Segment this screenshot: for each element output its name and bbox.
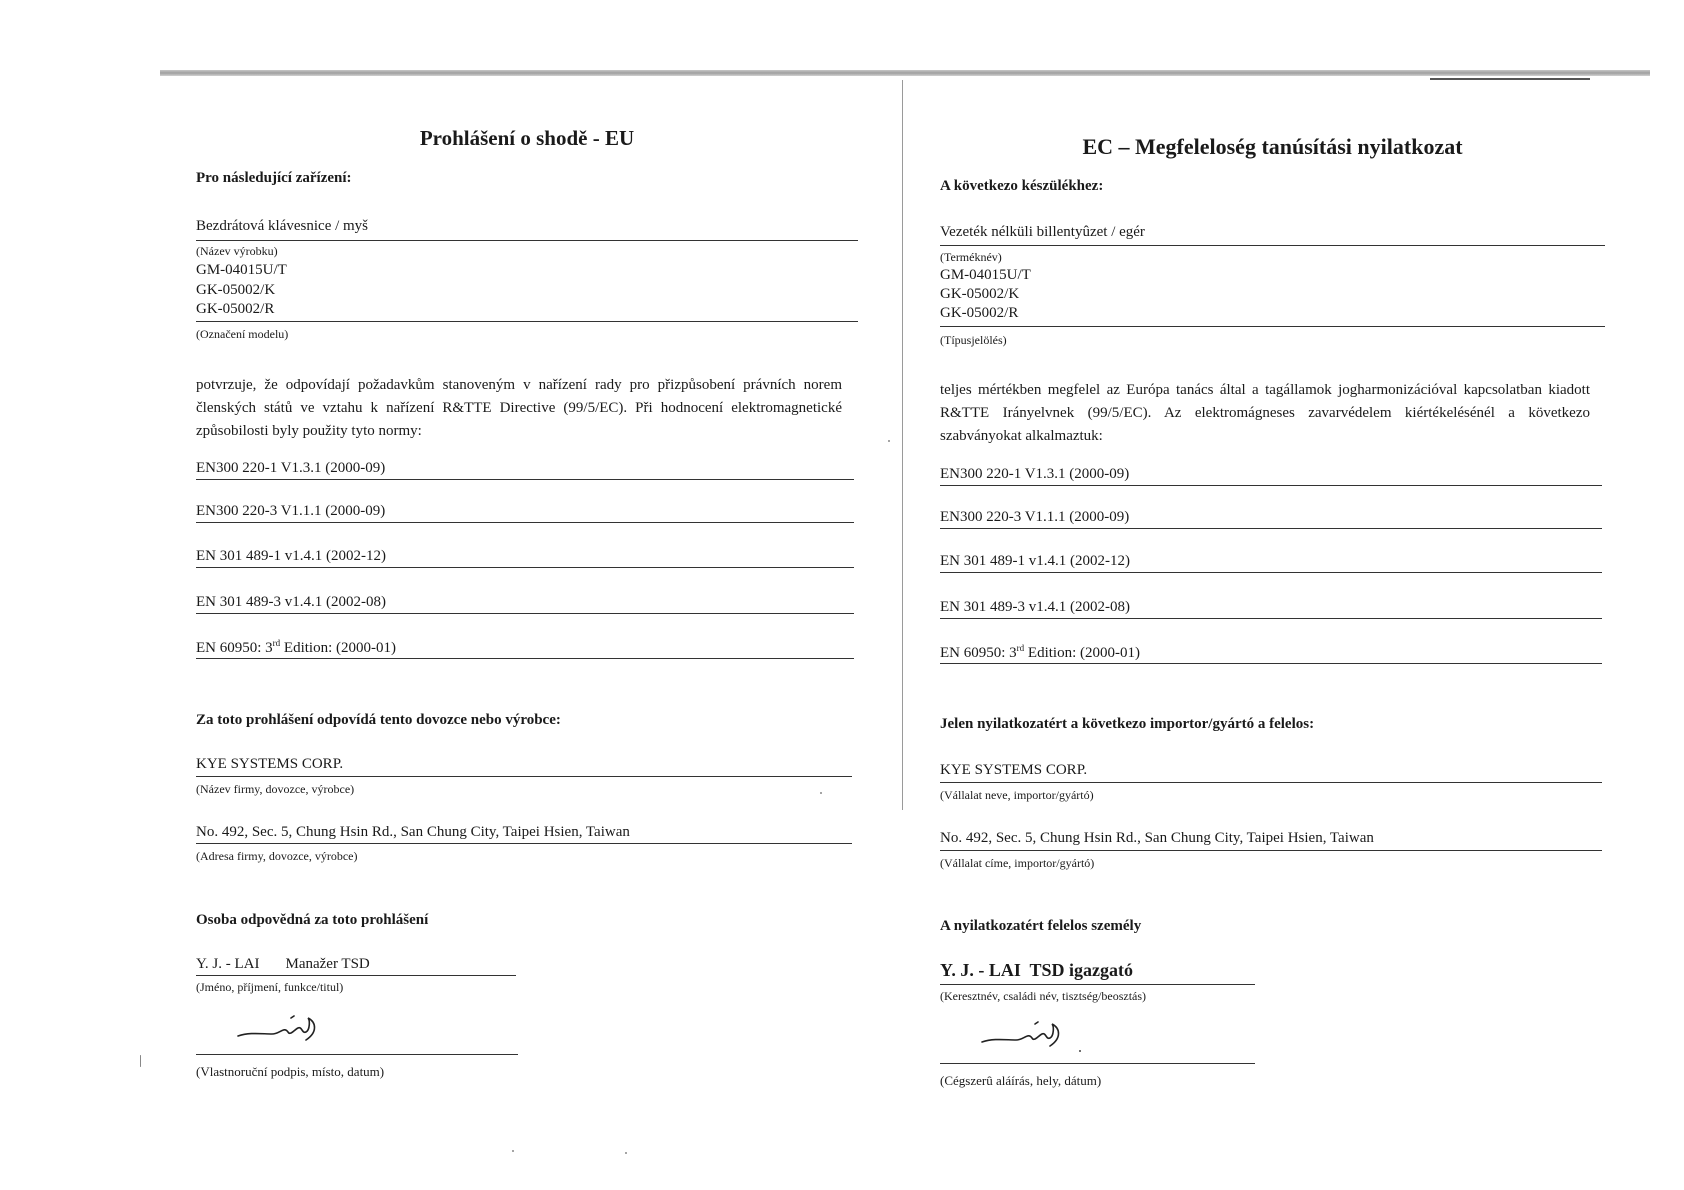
- right-person-line: [940, 984, 1255, 985]
- left-product-name: Bezdrátová klávesnice / myš: [196, 218, 369, 234]
- right-address: No. 492, Sec. 5, Chung Hsin Rd., San Chung City, Taipei Hsien, Taiwan: [940, 830, 1374, 846]
- left-standard-1-line: [196, 479, 854, 480]
- right-product-caption: (Terméknév): [940, 250, 1002, 264]
- left-standard-4: EN 301 489-3 v1.4.1 (2002-08): [196, 594, 386, 610]
- left-address: No. 492, Sec. 5, Chung Hsin Rd., San Chung City, Taipei Hsien, Taiwan: [196, 824, 630, 840]
- right-body-text: teljes mértékben megfelel az Európa tanács által a tagállamok jogharmonizációval kapcsolatban kiadott R&TTE Irányelvnek (99/5/EC). Az elektromágneses zavarvédelem kiértékelésénél a következo szabványokat alkalmaztuk:: [940, 382, 1590, 444]
- left-model-1: GM-04015U/T: [196, 262, 287, 278]
- left-standard-2: EN300 220-3 V1.1.1 (2000-09): [196, 503, 386, 519]
- left-standard-3: EN 301 489-1 v1.4.1 (2002-12): [196, 548, 386, 564]
- right-standard-5-line: [940, 663, 1602, 664]
- right-signature-caption: (Cégszerû aláírás, hely, dátum): [940, 1073, 1102, 1088]
- right-model-2: GK-05002/K: [940, 286, 1020, 302]
- right-model-3: GK-05002/R: [940, 305, 1019, 321]
- left-responsible-heading: Za toto prohlášení odpovídá tento dovozce nebo výrobce:: [196, 712, 561, 728]
- left-models-caption: (Označení modelu): [196, 327, 289, 341]
- left-standard-2-line: [196, 522, 854, 523]
- left-person-name: Y. J. - LAI Manažer TSD: [196, 956, 370, 972]
- left-models-line: [196, 321, 858, 322]
- left-signature-caption: (Vlastnoruční podpis, místo, datum): [196, 1064, 385, 1079]
- left-company: KYE SYSTEMS CORP.: [196, 756, 344, 772]
- right-standard-1: EN300 220-1 V1.3.1 (2000-09): [940, 466, 1130, 482]
- left-standard-4-line: [196, 613, 854, 614]
- left-standard-5-line: [196, 658, 854, 659]
- right-standard-5: EN 60950: 3rd Edition: (2000-01): [940, 643, 1140, 661]
- scan-speck: [140, 1055, 141, 1067]
- right-company-line: [940, 782, 1602, 783]
- left-signature-line: [196, 1054, 518, 1055]
- scan-speck: [512, 1150, 514, 1152]
- left-model-2: GK-05002/K: [196, 282, 276, 298]
- left-company-caption: (Název firmy, dovozce, výrobce): [196, 782, 355, 796]
- right-product-line: [940, 245, 1605, 246]
- right-responsible-heading: Jelen nyilatkozatért a következo importor/gyártó a felelos:: [940, 716, 1315, 732]
- right-standard-3: EN 301 489-1 v1.4.1 (2002-12): [940, 553, 1130, 569]
- right-company-caption: (Vállalat neve, importor/gyártó): [940, 788, 1094, 802]
- page-fold-line: [902, 80, 903, 810]
- right-signature-line: [940, 1063, 1255, 1064]
- left-standard-3-line: [196, 567, 854, 568]
- right-models-caption: (Típusjelölés): [940, 333, 1007, 347]
- right-standard-2: EN300 220-3 V1.1.1 (2000-09): [940, 509, 1130, 525]
- right-model-1: GM-04015U/T: [940, 267, 1031, 283]
- left-title: Prohlášení o shodě - EU: [419, 126, 635, 150]
- scan-speck: [625, 1152, 627, 1154]
- right-signature-image: [980, 1016, 1090, 1056]
- right-address-caption: (Vállalat címe, importor/gyártó): [940, 856, 1095, 870]
- right-person-caption: (Keresztnév, családi név, tisztség/beosztás): [940, 989, 1147, 1003]
- left-address-caption: (Adresa firmy, dovozce, výrobce): [196, 849, 358, 863]
- right-person-name-title: Y. J. - LAI TSD igazgató: [940, 960, 1134, 980]
- right-intro: A következo készülékhez:: [940, 178, 1104, 194]
- left-standard-1: EN300 220-1 V1.3.1 (2000-09): [196, 460, 386, 476]
- left-signature-image: [236, 1010, 326, 1046]
- scan-speck: [888, 440, 890, 442]
- right-standard-2-line: [940, 528, 1602, 529]
- right-address-line: [940, 850, 1602, 851]
- right-standard-3-line: [940, 572, 1602, 573]
- right-company: KYE SYSTEMS CORP.: [940, 762, 1088, 778]
- declaration-hungarian: [940, 0, 1605, 1190]
- left-person-heading: Osoba odpovědná za toto prohlášení: [196, 912, 429, 928]
- left-body-text: potvrzuje, že odpovídají požadavkům stanoveným v nařízení rady pro přizpůsobení právních norem členských států ve vztahu k nařízení R&TTE Directive (99/5/EC). Při hodnocení elektromagnetické způsobilosti byly použity tyto normy:: [196, 377, 842, 439]
- right-models-line: [940, 326, 1605, 327]
- left-model-3: GK-05002/R: [196, 301, 275, 317]
- left-standard-5: EN 60950: 3rd Edition: (2000-01): [196, 638, 396, 656]
- declaration-czech: [196, 0, 858, 1190]
- right-product-name: Vezeték nélküli billentyûzet / egér: [940, 224, 1145, 240]
- right-standard-4: EN 301 489-3 v1.4.1 (2002-08): [940, 599, 1130, 615]
- right-person-heading: A nyilatkozatért felelos személy: [940, 918, 1142, 934]
- left-address-line: [196, 843, 852, 844]
- right-title: EC – Megfeleloség tanúsítási nyilatkozat: [1082, 134, 1463, 159]
- left-intro: Pro následující zařízení:: [196, 170, 352, 186]
- right-standard-4-line: [940, 618, 1602, 619]
- left-company-line: [196, 776, 852, 777]
- left-person-caption: (Jméno, příjmení, funkce/titul): [196, 980, 344, 994]
- left-product-caption: (Název výrobku): [196, 244, 278, 258]
- scan-speck: [820, 792, 822, 794]
- left-person-line: [196, 975, 516, 976]
- right-standard-1-line: [940, 485, 1602, 486]
- left-product-line: [196, 240, 858, 241]
